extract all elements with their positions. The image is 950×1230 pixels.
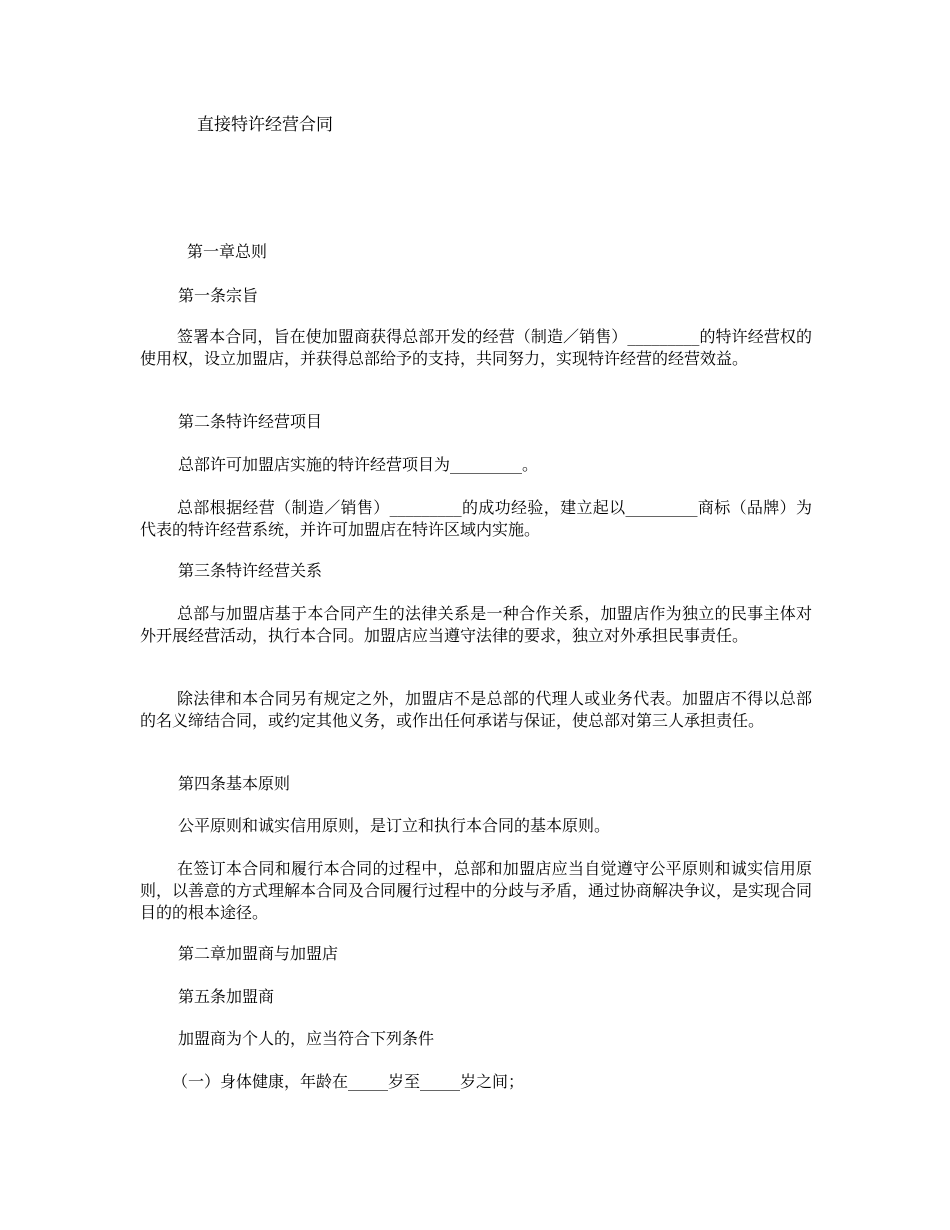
- article-3-heading: 第三条特许经营关系: [178, 561, 323, 580]
- article-3-paragraph-2: 除法律和本合同另有规定之外，加盟店不是总部的代理人或业务代表。加盟店不得以总部的名义缔结合同，或约定其他义务，或作出任何承诺与保证，使总部对第三人承担责任。: [140, 689, 812, 730]
- article-2-paragraph-2: 总部根据经营（制造／销售）_________的成功经验，建立起以_________商标（品牌）为代表的特许经营系统，并许可加盟店在特许区域内实施。: [140, 498, 812, 539]
- chapter-heading-1: 第一章总则: [187, 242, 268, 261]
- article-2-paragraph-1: 总部许可加盟店实施的特许经营项目为_________。: [178, 455, 539, 474]
- article-4-heading: 第四条基本原则: [178, 774, 291, 793]
- document-title: 直接特许经营合同: [197, 115, 333, 135]
- article-4-paragraph-1: 公平原则和诚实信用原则，是订立和执行本合同的基本原则。: [178, 816, 611, 835]
- article-1-heading: 第一条宗旨: [178, 286, 259, 305]
- article-1-paragraph-1: 签署本合同，旨在使加盟商获得总部开发的经营（制造／销售）_________的特许经营权的使用权，设立加盟店，并获得总部给予的支持，共同努力，实现特许经营的经营效益。: [140, 327, 812, 368]
- article-2-heading: 第二条特许经营项目: [178, 412, 323, 431]
- chapter-heading-2: 第二章加盟商与加盟店: [178, 944, 339, 963]
- article-3-paragraph-1: 总部与加盟店基于本合同产生的法律关系是一种合作关系，加盟店作为独立的民事主体对外开展经营活动，执行本合同。加盟店应当遵守法律的要求，独立对外承担民事责任。: [140, 604, 812, 645]
- article-5-list-item-1: （一）身体健康，年龄在_____岁至_____岁之间；: [172, 1072, 525, 1091]
- article-5-heading: 第五条加盟商: [178, 987, 275, 1006]
- article-4-paragraph-2: 在签订本合同和履行本合同的过程中，总部和加盟店应当自觉遵守公平原则和诚实信用原则，以善意的方式理解本合同及合同履行过程中的分歧与矛盾，通过协商解决争议，是实现合同目的的根本途径。: [140, 859, 813, 922]
- article-5-paragraph-1: 加盟商为个人的，应当符合下列条件: [178, 1029, 435, 1048]
